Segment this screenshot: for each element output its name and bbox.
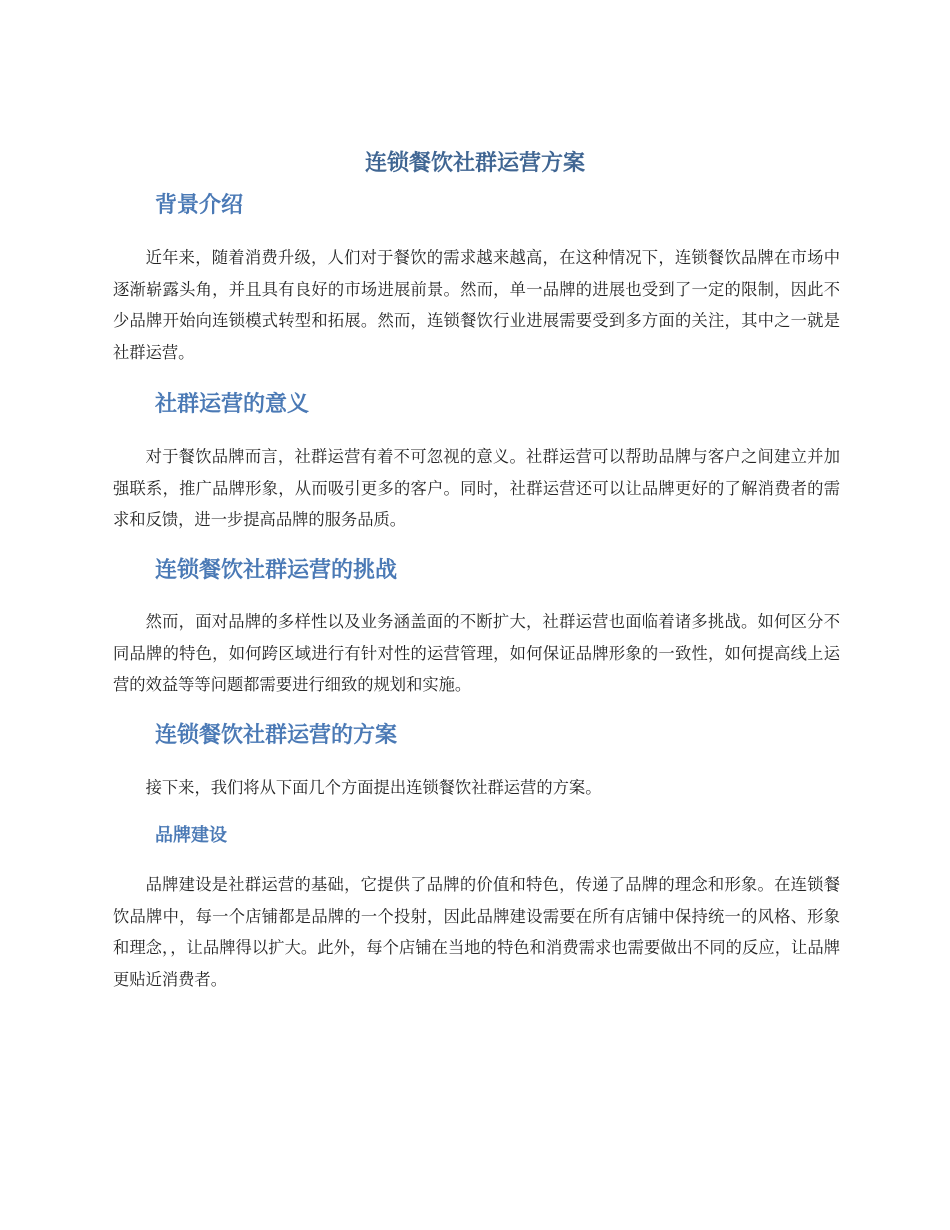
subsection-body-brand-building: 品牌建设是社群运营的基础，它提供了品牌的价值和特色，传递了品牌的理念和形象。在连锁餐饮品牌中，每一个店铺都是品牌的一个投射，因此品牌建设需要在所有店铺中保持统一的风格、形象和理念，，让品牌得以扩大。此外，每个店铺在当地的特色和消费需求也需要做出不同的反应，让品牌更贴近消费者。 bbox=[113, 875, 840, 989]
section-body-challenges: 然而，面对品牌的多样性以及业务涵盖面的不断扩大，社群运营也面临着诸多挑战。如何区分不同品牌的特色，如何跨区域进行有针对性的运营管理，如何保证品牌形象的一致性，如何提高线上运营的效益等等问题都需要进行细致的规划和实施。 bbox=[113, 612, 840, 694]
section-body-significance: 对于餐饮品牌而言，社群运营有着不可忽视的意义。社群运营可以帮助品牌与客户之间建立并加强联系，推广品牌形象，从而吸引更多的客户。同时，社群运营还可以让品牌更好的了解消费者的需求和反馈，进一步提高品牌的服务品质。 bbox=[113, 447, 840, 529]
subsection-heading-brand-building: 品牌建设 bbox=[155, 825, 227, 846]
section-body-background: 近年来，随着消费升级，人们对于餐饮的需求越来越高，在这种情况下，连锁餐饮品牌在市场中逐渐崭露头角，并且具有良好的市场进展前景。然而，单一品牌的进展也受到了一定的限制，因此不少品牌开始向连锁模式转型和拓展。然而，连锁餐饮行业进展需要受到多方面的关注，其中之一就是社群运营。 bbox=[113, 248, 840, 362]
section-heading-challenges: 连锁餐饮社群运营的挑战 bbox=[155, 558, 398, 583]
section-heading-background: 背景介绍 bbox=[155, 193, 244, 218]
section-heading-plan: 连锁餐饮社群运营的方案 bbox=[155, 723, 398, 748]
section-body-plan: 接下来，我们将从下面几个方面提出连锁餐饮社群运营的方案。 bbox=[145, 778, 602, 797]
document-title: 连锁餐饮社群运营方案 bbox=[364, 151, 585, 176]
section-heading-significance: 社群运营的意义 bbox=[155, 392, 310, 417]
